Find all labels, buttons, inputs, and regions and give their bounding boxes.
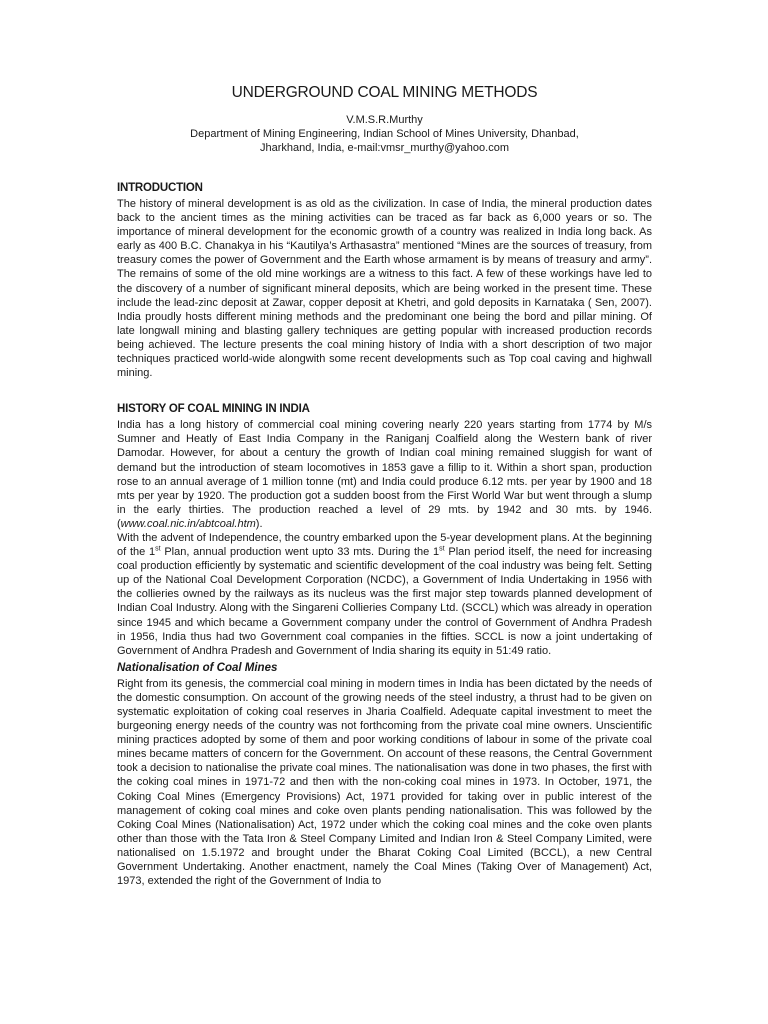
history-paragraph-2 [117,531,652,658]
nationalisation-paragraph: Right from its genesis, the commercial coal mining in modern times in India has been dictated by the needs of the domestic consumption. On account of the growing needs of the steel industry, a thrust had to be given on systematic exploitation of coking coal reserves in Jharia Coalfield. Adequate capital investment to meet the burgeoning energy needs of the country was not forthcoming from the private coal mine owners. Unscientific mining practices adopted by some of them and poor working conditions of labour in some of the private coal mines became matters of concern for the Government. On account of these reasons, the Central Government took a decision to nationalise the private coal mines. The nationalisation was done in two phases, the first with the coking coal mines in 1971-72 and then with the non-coking coal mines in 1973. In October, 1971, the Coking Coal Mines (Emergency Provisions) Act, 1971 provided for taking over in public interest of the management of coking coal mines and coke oven plants pending nationalisation. This was followed by the Coking Coal Mines (Nationalisation) Act, 1972 under which the coking coal mines and the coke oven plants other than those with the Tata Iron & Steel Company Limited and Indian Iron & Steel Company Limited, were nationalised on 1.5.1972 and brought under the Bharat Coking Coal Limited (BCCL), a new Central Government Undertaking. Another enactment, namely the Coal Mines (Taking Over of Management) Act, 1973, extended the right of the Government of India to [117,677,652,888]
superscript-st: st [439,545,445,553]
author-affiliation-line2: Jharkhand, India, e-mail:vmsr_murthy@yahoo.com [260,142,509,154]
history-paragraph-2-part-a: With the advent of Independence, the country embarked upon the 5-year development plans. At the beginning of the 1 [117,531,652,559]
history-paragraph-2-part-b: Plan, annual production went upto 33 mts. During the 1 [160,546,440,559]
author-affiliation-line1: Department of Mining Engineering, Indian School of Mines University, Dhanbad, [190,128,579,140]
section-heading-introduction: INTRODUCTION [117,182,203,194]
document-title: UNDERGROUND COAL MINING METHODS [231,84,538,101]
history-paragraph-1-end: ). [255,517,263,530]
section-heading-history: HISTORY OF COAL MINING IN INDIA [117,403,310,416]
introduction-paragraph: The history of mineral development is as old as the civilization. In case of India, the mineral production dates back to the ancient times as the mining activities can be traced as far back as 6,000 years or so. The importance of mineral development for the economic growth of a country was realized in India long back. As early as 400 B.C. Chanakya in his “Kautilya’s Arthasastra” mentioned “Mines are the sources of treasury, from treasury comes the power of Government and the Earth whose armament is by means of treasury and army”. The remains of some of the old mine workings are a witness to this fact. A few of these workings have led to the discovery of a number of significant mineral deposits, which are being worked in the present time. These include the lead-zinc deposit at Zawar, copper deposit at Khetri, and gold deposits in Karnataka ( Sen, 2007). India proudly hosts different mining methods and the predominant one being the bord and pillar mining. Of late longwall mining and blasting gallery techniques are getting popular with increased production records being achieved. The lecture presents the coal mining history of India with a short description of two major techniques practiced world-wide alongwith some recent developments such as Top coal caving and highwall mining. [117,198,652,380]
history-paragraph-1 [117,418,652,531]
history-paragraph-1-text: India has a long history of commercial coal mining covering nearly 220 years starting from 1774 by M/s Sumner and Heatly of East India Company in the Raniganj Coalfield along the Western bank of river Damodar. However, for about a century the growth of Indian coal mining remained sluggish for want of demand but the introduction of steam locomotives in 1853 gave a fillip to it. Within a short span, production rose to an annual average of 1 million tonne (mt) and India could produce 6.12 mts. per year by 1900 and 18 mts per year by 1920. The production got a sudden boost from the First World War but went through a slump in the early thirties. The production reached a level of 29 mts. by 1942 and 30 mts. by 1946. ( [117,419,652,530]
author-name: V.M.S.R.Murthy [346,114,423,126]
history-paragraph-2-part-c: Plan period itself, the need for increasing coal production efficiently by systematic and scientific development of the coal industry was being felt. Setting up of the National Coal Development Corporation (NCDC), a Government of India Undertaking in 1956 with the collieries owned by the railways as its nucleus was the first major step towards planned development of Indian Coal Industry. Along with the Singareni Collieries Company Ltd. (SCCL) which was already in operation since 1945 and which became a Government company under the control of Government of Andhra Pradesh in 1956, India thus had two Government coal companies in the fifties. SCCL is now a joint undertaking of Government of Andhra Pradesh and Government of India sharing its equity in 51:49 ratio. [117,546,652,657]
superscript-st: st [155,545,161,553]
subsection-heading-nationalisation: Nationalisation of Coal Mines [117,661,278,674]
coal-website-link[interactable]: www.coal.nic.in/abtcoal.htm [120,517,256,530]
